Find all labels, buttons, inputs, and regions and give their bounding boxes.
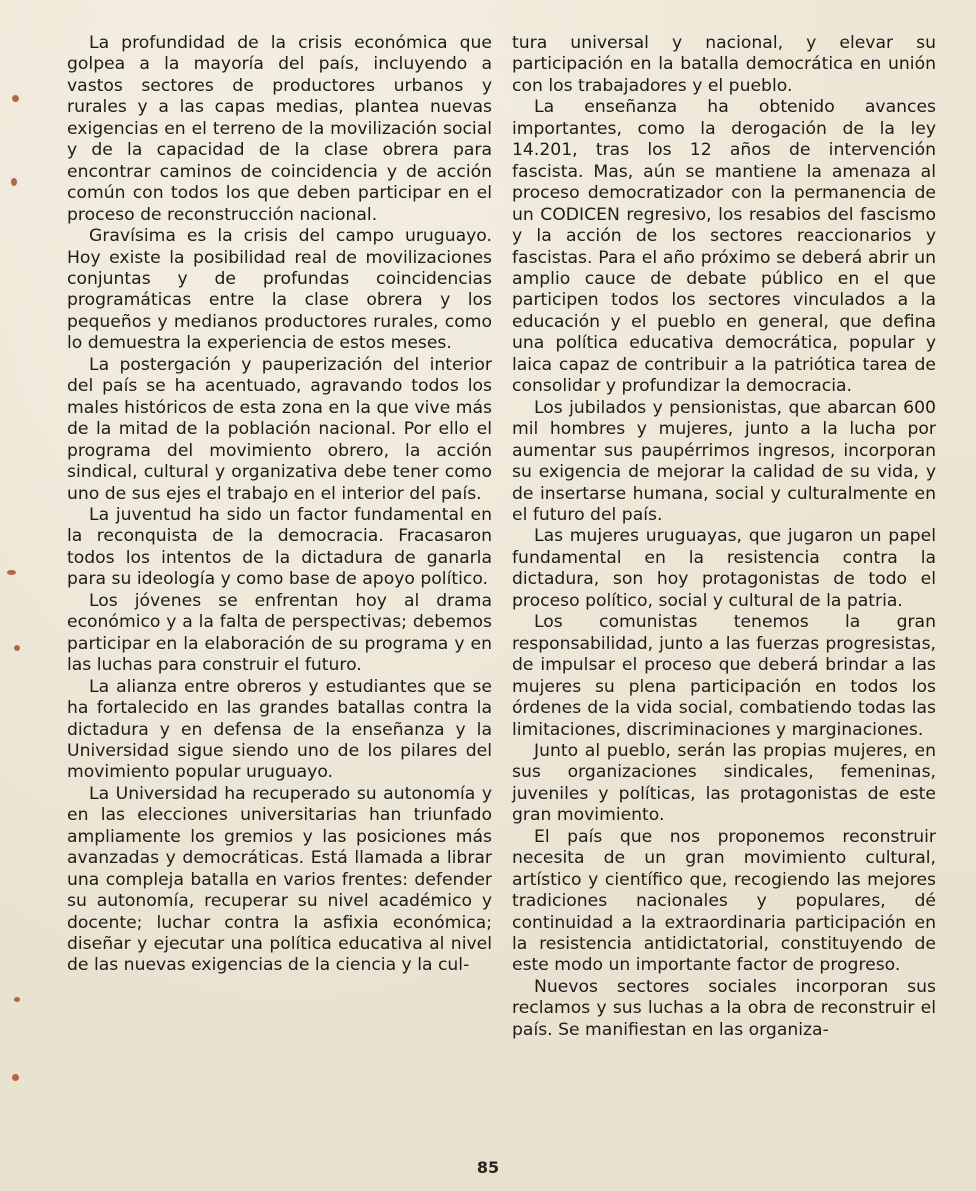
- paragraph: Gravísima es la crisis del campo uruguayo. Hoy existe la posibilidad real de movilizaciones conjuntas y de profundas coincidencias programáticas entre la clase obrera y los pequeños y medianos productores rurales, como lo demuestra la experiencia de estos meses.: [67, 226, 492, 354]
- paragraph: El país que nos proponemos reconstruir necesita de un gran movimiento cultural, artístico y científico que, recogiendo las mejores tradiciones nacionales y populares, dé continuidad a la extraordinaria participación en la resistencia antidictatorial, constituyendo de este modo un importante factor de progreso.: [512, 826, 936, 976]
- paper-stain: [14, 645, 20, 651]
- paper-stain: [12, 1074, 19, 1081]
- paper-stain: [12, 95, 19, 102]
- paragraph: Nuevos sectores sociales incorporan sus reclamos y sus luchas a la obra de reconstruir el país. Se manifiestan en las organiza-: [512, 976, 936, 1040]
- paper-stain: [7, 570, 16, 575]
- paper-stain: [14, 997, 20, 1002]
- paragraph: Las mujeres uruguayas, que jugaron un papel fundamental en la resistencia contra la dictadura, son hoy protagonistas de todo el proceso político, social y cultural de la patria.: [512, 526, 936, 611]
- paragraph: Los jubilados y pensionistas, que abarcan 600 mil hombres y mujeres, junto a la lucha por aumentar sus paupérrimos ingresos, incorporan su exigencia de mejorar la calidad de su vida, y de insertarse humana, social y culturalmente en el futuro del país.: [512, 397, 936, 525]
- paragraph: Junto al pueblo, serán las propias mujeres, en sus organizaciones sindicales, femeninas, juveniles y políticas, las protagonistas de este gran movimiento.: [512, 740, 936, 826]
- paragraph: La postergación y pauperización del interior del país se ha acentuado, agravando todos los males históricos de esta zona en la que vive más de la mitad de la población nacional. Por ello el programa del movimiento obrero, la acción sindical, cultural y organizativa debe tener como uno de sus ejes el trabajo en el interior del país.: [67, 354, 492, 504]
- right-column: [512, 33, 936, 1041]
- left-column: [67, 33, 492, 977]
- paragraph: La juventud ha sido un factor fundamental en la reconquista de la democracia. Fracasaron todos los intentos de la dictadura de ganarla para su ideología y como base de apoyo político.: [67, 504, 492, 590]
- page-number: 85: [476, 1158, 500, 1177]
- paragraph-continuation: tura universal y nacional, y elevar su participación en la batalla democrática en unión con los trabajadores y el pueblo.: [512, 33, 936, 96]
- paragraph: La profundidad de la crisis económica que golpea a la mayoría del país, incluyendo a vastos sectores de productores urbanos y rurales y a las capas medias, plantea nuevas exigencias en el terreno de la movilización social y de la capacidad de la clase obrera para encontrar caminos de coincidencia y de acción común con todos los que deben participar en el proceso de reconstrucción nacional.: [67, 33, 492, 225]
- paragraph: La alianza entre obreros y estudiantes que se ha fortalecido en las grandes batallas contra la dictadura y en defensa de la enseñanza y la Universidad sigue siendo uno de los pilares del movimiento popular uruguayo.: [67, 676, 492, 783]
- paper-stain: [11, 178, 17, 186]
- paragraph: Los comunistas tenemos la gran responsabilidad, junto a las fuerzas progresistas, de impulsar el proceso que deberá brindar a las mujeres su plena participación en todos los órdenes de la vida social, combatiendo todas las limitaciones, discriminaciones y marginaciones.: [512, 612, 936, 740]
- paragraph: La Universidad ha recuperado su autonomía y en las elecciones universitarias han triunfado ampliamente los gremios y las posiciones más avanzadas y democráticas. Está llamada a librar una compleja batalla en varios frentes: defender su autonomía, recuperar su nivel académico y docente; luchar contra la asfixia económica; diseñar y ejecutar una política educativa al nivel de las nuevas exigencias de la ciencia y la cul-: [67, 783, 492, 976]
- paragraph: Los jóvenes se enfrentan hoy al drama económico y a la falta de perspectivas; debemos participar en la elaboración de su programa y en las luchas para construir el futuro.: [67, 590, 492, 676]
- paragraph: La enseñanza ha obtenido avances importantes, como la derogación de la ley 14.201, tras los 12 años de intervención fascista. Mas, aún se mantiene la amenaza al proceso democratizador con la permanencia de un CODICEN regresivo, los resabios del fascismo y la acción de los sectores reaccionarios y fascistas. Para el año próximo se deberá abrir un amplio cauce de debate público en el que participen todos los sectores vinculados a la educación y el pueblo en general, que defina una política educativa democrática, popular y laica capaz de contribuir a la patriótica tarea de consolidar y profundizar la democracia.: [512, 97, 936, 397]
